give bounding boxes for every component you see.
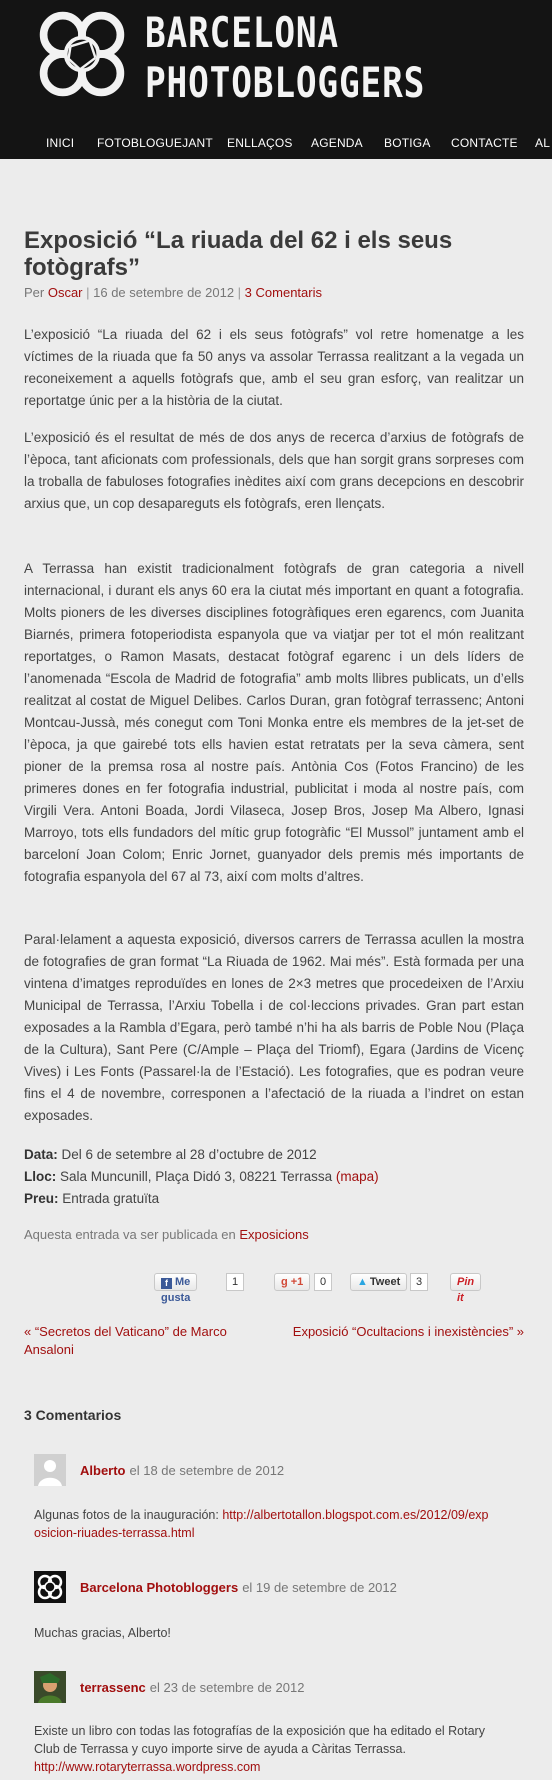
info-location bbox=[24, 1166, 379, 1188]
comment-author bbox=[80, 1680, 304, 1695]
photobloggers-avatar-icon bbox=[34, 1571, 66, 1603]
category-link[interactable]: Exposicions bbox=[239, 1227, 309, 1242]
nav-item-inici[interactable]: INICI bbox=[46, 136, 75, 150]
info-price bbox=[24, 1188, 159, 1210]
post-date: 16 de setembre de 2012 bbox=[93, 285, 235, 300]
comment-text: Existe un libro con todas las fotografías de la exposición que ha editado el Rotary Club de Terrassa y cuyo importe sirve de ayuda a Càritas Terrassa. bbox=[34, 1724, 485, 1756]
facebook-like-button[interactable] bbox=[154, 1273, 197, 1304]
meta-separator: | bbox=[234, 285, 245, 300]
facebook-like-count: 1 bbox=[226, 1273, 244, 1291]
nav-item-contacte[interactable]: CONTACTE bbox=[451, 136, 518, 150]
info-location-value: Sala Muncunill, Plaça Didó 3, 08221 Terrassa bbox=[56, 1169, 336, 1184]
info-date-label: Data: bbox=[24, 1147, 58, 1162]
post-paragraph: L’exposició “La riuada del 62 i els seus fotògrafs” vol retre homenatge a les víctimes de la riuada que fa 50 anys va assolar Terrassa realitzant a la vegada un reconeixement a aquells fotògrafs que, amb el seu gran esforç, van realitzar un reportatge únic per a la història de la ciutat. bbox=[24, 327, 524, 408]
nav-item-enllacos[interactable]: ENLLAÇOS bbox=[227, 136, 293, 150]
info-date bbox=[24, 1144, 317, 1166]
comment-link[interactable]: http://www.rotaryterrassa.wordpress.com bbox=[34, 1760, 261, 1774]
comment-link[interactable]: http://albertotallon.blogspot.com.es/2012/09/exposicion-riuades-terrassa.html bbox=[34, 1508, 489, 1540]
site-title-line2: PHOTOBLOGGERS bbox=[145, 58, 426, 107]
nav-item-agenda[interactable]: AGENDA bbox=[311, 136, 363, 150]
comment-author-link[interactable]: terrassenc bbox=[80, 1680, 146, 1695]
site-title[interactable] bbox=[145, 8, 425, 108]
site-header bbox=[0, 0, 552, 159]
prev-post-link[interactable]: « “Secretos del Vaticano” de Marco Ansaloni bbox=[24, 1324, 227, 1357]
facebook-like-label: Me gusta bbox=[161, 1276, 191, 1304]
post-meta bbox=[24, 285, 322, 300]
user-avatar-icon bbox=[34, 1671, 66, 1703]
post-paragraph: Paral·lelament a aquesta exposició, diversos carrers de Terrassa acullen la mostra de fotografies de gran format “La Riuada de 1962. Mai més”. Està formada per una vintena d’imatges reproduïdes en lones de 2×3 metres que procedeixen de l’Arxiu Municipal de Terrassa, l’Arxiu Tobella i de col·leccions privades. Gran part estan exposades a la Rambla d’Egara, però també n’hi ha als barris de Poble Nou (Plaça de la Cultura), Sant Pere (C/Ample – Plaça del Triomf), Egara (Jardins de Vicenç Vives) i Les Fonts (Passarel·la de l’Estació). Les fotografies, que es podran veure fins el 4 de novembre, corresponen a l’afectació de la riuada a l’indret on estan exposades. bbox=[24, 932, 524, 1123]
gplus-label: +1 bbox=[290, 1276, 304, 1288]
post-paragraph: L’exposició és el resultat de més de dos anys de recerca d’arxius de fotògrafs de l’època, tant aficionats com professionals, dels que han sorgit grans sorpreses com la troballa de fabuloses fotografies inèdites així com grans decepcions en descobrir arxius que, un cop desapareguts els fotògrafs, eren llençats. bbox=[24, 430, 524, 511]
post-title[interactable]: Exposició “La riuada del 62 i els seus fotògrafs” bbox=[24, 227, 453, 281]
gplus-icon: g bbox=[281, 1276, 288, 1288]
info-price-value: Entrada gratuïta bbox=[58, 1191, 160, 1206]
gplus-count: 0 bbox=[314, 1273, 332, 1291]
meta-by: Per bbox=[24, 285, 48, 300]
post-paragraph: A Terrassa han existit tradicionalment fotògrafs de gran categoria a nivell internacional, i durant els anys 60 era la ciutat més important en quant a fotografia. Molts pioners de les diverses disciplines fotogràfiques eren egarencs, com Juanita Biarnés, primera fotoperiodista espanyola que va viatjar per tot el món realitzant reportatges, o Ramon Masats, destacat fotògraf egarenc i un dels líders de l’anomenada “Escola de Madrid de fotografia” amb molts llibres publicats, un d’ells realitzat al costat de Miguel Delibes. Carlos Duran, gran fotògraf terrassenc; Antoni Montcau-Jussà, més conegut com Toni Monka entre els membres de la jet-set de l’època, ja que gairebé tots ells havien estat retratats per la seva càmera, sent pioner de la premsa rosa al nostre país. Antònia Cos (Fotos Francino) de les primeres dones en fer fotografia industrial, publicitat i moda al nostre país, com Virgili Vera. Antoni Boada, Jordi Vilaseca, Josep Bros, Josep Ma Albero, Ignasi Marroyo, tots ells fundadors del mític grup fotogràfic “El Mussol” juntament amb el barceloní Joan Colom; Enric Jornet, guanyador dels premis més importants de fotografia espanyola del 67 al 73, així com molts d’altres. bbox=[24, 561, 524, 884]
nav-item-fotobloguejant[interactable]: FOTOBLOGUEJANT bbox=[97, 136, 213, 150]
comment-author bbox=[80, 1580, 397, 1595]
info-date-value: Del 6 de setembre al 28 d’octubre de 2012 bbox=[57, 1147, 317, 1162]
site-title-line1: BARCELONA bbox=[145, 8, 339, 57]
nav-item-botiga[interactable]: BOTIGA bbox=[384, 136, 431, 150]
next-post-link[interactable]: Exposició “Ocultacions i inexistències” » bbox=[292, 1324, 524, 1339]
info-price-label: Preu: bbox=[24, 1191, 59, 1206]
nav-item-more[interactable]: AL bbox=[535, 136, 551, 150]
comment-body bbox=[34, 1506, 494, 1542]
tweet-label: Tweet bbox=[369, 1276, 401, 1288]
category-prefix: Aquesta entrada va ser publicada en bbox=[24, 1227, 240, 1242]
map-link[interactable]: (mapa) bbox=[335, 1169, 379, 1184]
default-avatar-icon bbox=[34, 1454, 66, 1486]
info-location-label: Lloc: bbox=[24, 1169, 57, 1184]
meta-separator: | bbox=[82, 285, 94, 300]
comments-count-link[interactable]: 3 Comentaris bbox=[244, 285, 322, 300]
tweet-button[interactable] bbox=[350, 1273, 407, 1291]
comment-text: Algunas fotos de la inauguración: bbox=[34, 1508, 223, 1522]
photobloggers-logo-icon[interactable] bbox=[34, 6, 130, 102]
post-category bbox=[24, 1227, 309, 1242]
comment-text: Muchas gracias, Alberto! bbox=[34, 1626, 171, 1640]
comment-author-link[interactable]: Alberto bbox=[80, 1463, 126, 1478]
gplus-button[interactable] bbox=[274, 1273, 310, 1291]
main-nav bbox=[0, 130, 552, 159]
comment-date: el 23 de setembre de 2012 bbox=[149, 1680, 305, 1695]
comments-title: 3 Comentarios bbox=[24, 1407, 122, 1423]
comment-body bbox=[34, 1624, 494, 1642]
tweet-count: 3 bbox=[410, 1273, 428, 1291]
comment-author-link[interactable]: Barcelona Photobloggers bbox=[80, 1580, 239, 1595]
comment-date: el 19 de setembre de 2012 bbox=[242, 1580, 397, 1595]
facebook-icon: f bbox=[161, 1278, 172, 1289]
comment-author bbox=[80, 1463, 284, 1478]
comment-body bbox=[34, 1722, 494, 1776]
pinterest-button[interactable]: Pin it bbox=[450, 1273, 481, 1291]
twitter-bird-icon: ▲ bbox=[357, 1276, 368, 1288]
comment-date: el 18 de setembre de 2012 bbox=[129, 1463, 285, 1478]
author-link[interactable]: Oscar bbox=[47, 285, 83, 300]
